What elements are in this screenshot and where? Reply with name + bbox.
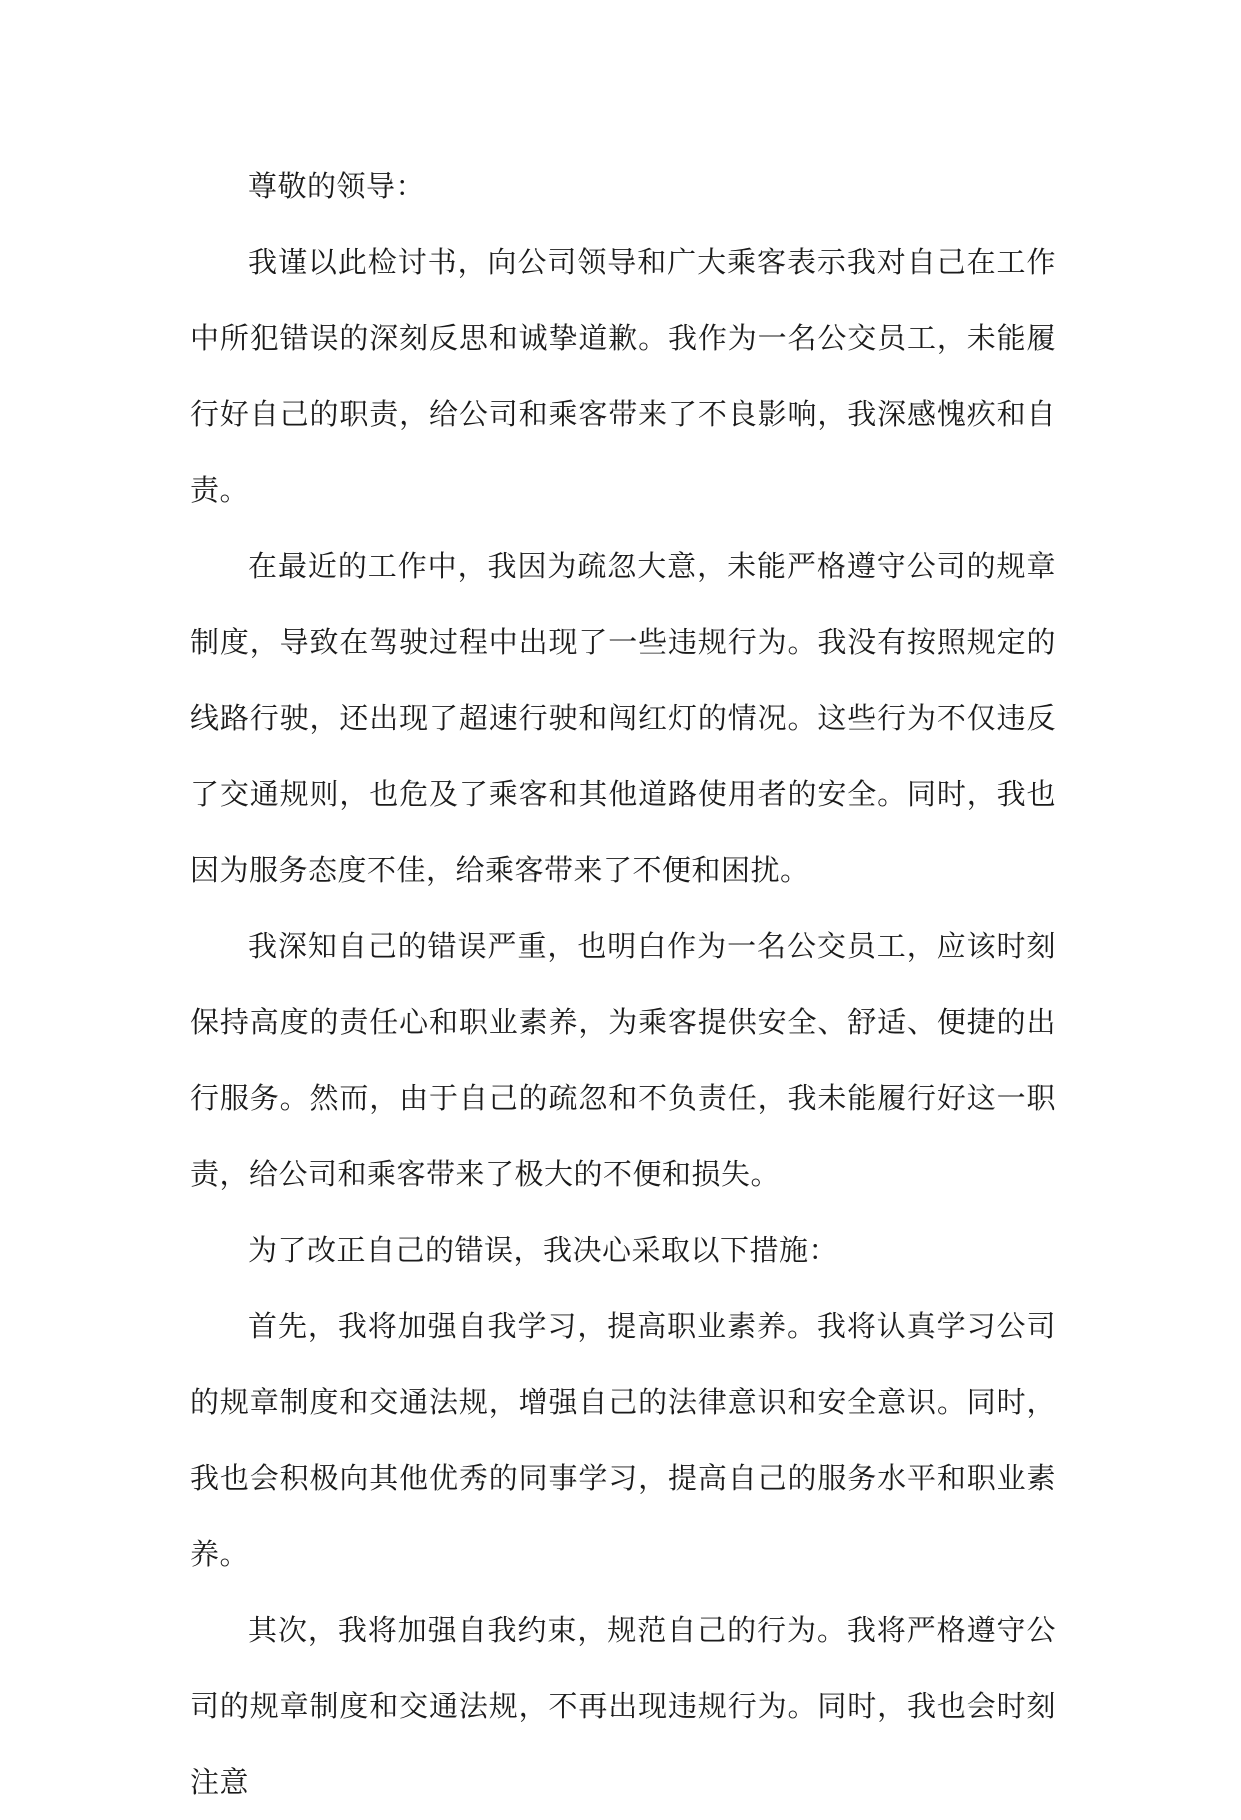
- paragraph-3: 我深知自己的错误严重，也明白作为一名公交员工，应该时刻保持高度的责任心和职业素养，为乘客提供安全、舒适、便捷的出行服务。然而，由于自己的疏忽和不负责任，我未能履行好这一职责，给公司和乘客带来了极大的不便和损失。: [190, 929, 1056, 1191]
- paragraph-5: 首先，我将加强自我学习，提高职业素养。我将认真学习公司的规章制度和交通法规，增强自己的法律意识和安全意识。同时，我也会积极向其他优秀的同事学习，提高自己的服务水平和职业素养。: [190, 1309, 1056, 1571]
- paragraph-4: 为了改正自己的错误，我决心采取以下措施：: [248, 1233, 839, 1267]
- paragraph-2: 在最近的工作中，我因为疏忽大意，未能严格遵守公司的规章制度，导致在驾驶过程中出现了一些违规行为。我没有按照规定的线路行驶，还出现了超速行驶和闯红灯的情况。这些行为不仅违反了交通规则，也危及了乘客和其他道路使用者的安全。同时，我也因为服务态度不佳，给乘客带来了不便和困扰。: [190, 549, 1056, 887]
- paragraph-1: 我谨以此检讨书，向公司领导和广大乘客表示我对自己在工作中所犯错误的深刻反思和诚挚道歉。我作为一名公交员工，未能履行好自己的职责，给公司和乘客带来了不良影响，我深感愧疚和自责。: [190, 245, 1056, 507]
- paragraph-6: 其次，我将加强自我约束，规范自己的行为。我将严格遵守公司的规章制度和交通法规，不再出现违规行为。同时，我也会时刻注意: [190, 1613, 1056, 1799]
- salutation: 尊敬的领导：: [248, 169, 426, 203]
- document-body: [190, 148, 1056, 1820]
